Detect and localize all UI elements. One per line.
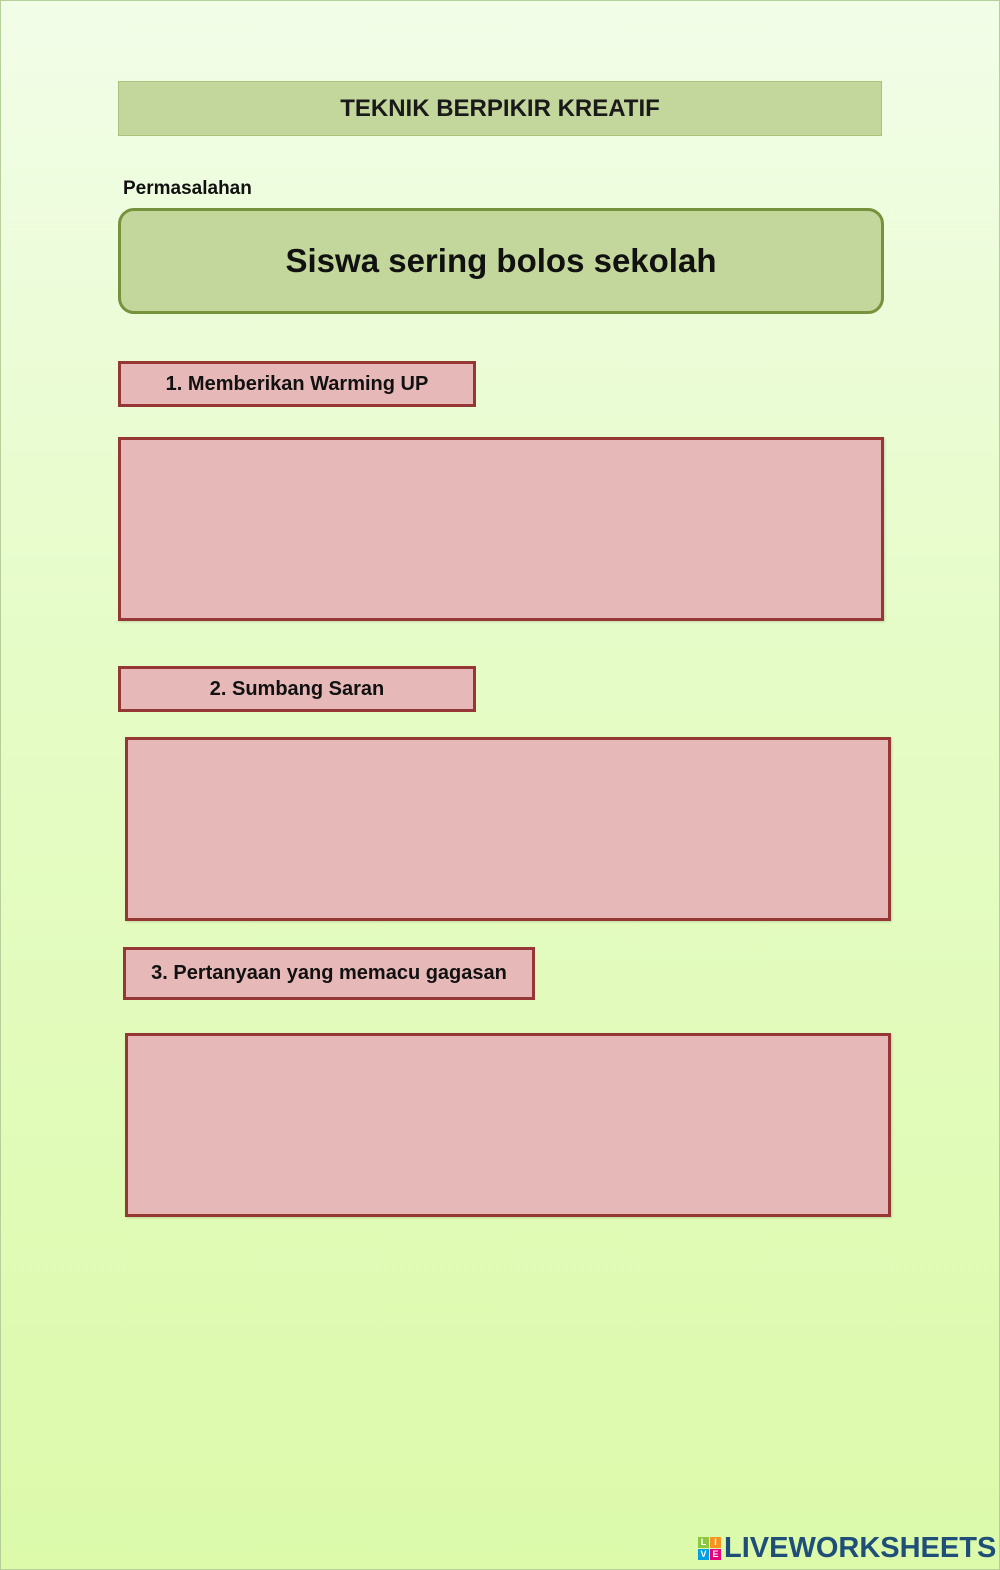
logo-letter-e: E <box>710 1549 721 1560</box>
liveworksheets-logo-icon <box>698 1537 721 1560</box>
logo-letter-l: L <box>698 1537 709 1548</box>
step-3-answer-box[interactable] <box>125 1033 891 1217</box>
step-3-label: 3. Pertanyaan yang memacu gagasan <box>123 947 535 1000</box>
step-3-answer-input[interactable] <box>128 1036 888 1214</box>
logo-letter-v: V <box>698 1549 709 1560</box>
step-1-label: 1. Memberikan Warming UP <box>118 361 476 407</box>
step-2-answer-box[interactable] <box>125 737 891 921</box>
step-1-answer-box[interactable] <box>118 437 884 621</box>
problem-label: Permasalahan <box>123 178 252 199</box>
logo-letter-i: I <box>710 1537 721 1548</box>
liveworksheets-logo <box>698 1531 997 1564</box>
step-1-answer-input[interactable] <box>121 440 881 618</box>
problem-statement: Siswa sering bolos sekolah <box>118 208 884 314</box>
step-2-answer-input[interactable] <box>128 740 888 918</box>
logo-text: LIVEWORKSHEETS <box>724 1531 997 1564</box>
step-2-label: 2. Sumbang Saran <box>118 666 476 712</box>
worksheet-title: TEKNIK BERPIKIR KREATIF <box>118 81 882 136</box>
